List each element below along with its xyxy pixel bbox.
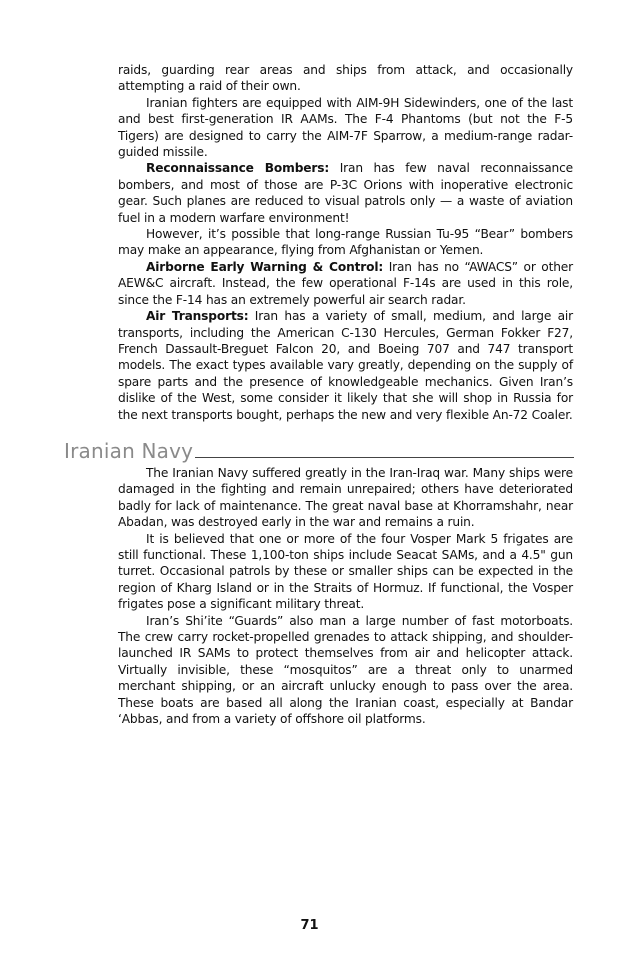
- air-transports-text: Iran has a variety of small, medium, and large air transports, including the American C-130 Hercules, German Fokker F27, French Dassault-Breguet Falcon 20, and Boeing 707 and 747 transport models. The exact types available vary greatly, depending on the supply of spare parts and the presence of knowledgeable mechanics. Given Iran’s dislike of the West, some consider it likely that she will shop in Russia for the next transports bought, perhaps the new and very flexible An-72 Coaler.: [118, 309, 573, 422]
- paragraph-guards-motorboats: Iran’s Shi’ite “Guards” also man a large number of fast motorboats. The crew carry rocket-propelled grenades to attack shipping, and shoulder-launched IR SAMs to protect themselves from air and helicopter attack. Virtually invisible, these “mosquitos” are a threat only to unarmed merchant shipping, or an aircraft unlucky enough to pass over the area. These boats are based all along the Iranian coast, especially at Bandar ‘Abbas, and from a variety of offshore oil platforms.: [118, 613, 573, 727]
- subheading-air-transports: Air Transports:: [146, 309, 249, 324]
- air-forces-section-continued: [118, 62, 573, 423]
- paragraph-recon-bombers: [118, 160, 573, 226]
- paragraph-navy-war-damage: The Iranian Navy suffered greatly in the Iran-Iraq war. Many ships were damaged in the fighting and remain unrepaired; others have deteriorated badly for lack of maintenance. The great naval base at Khorramshahr, near Abadan, was destroyed early in the war and remains a ruin.: [118, 466, 573, 530]
- iranian-navy-section: [118, 465, 573, 728]
- paragraph-aewc: [118, 259, 573, 308]
- page-number: 71: [300, 918, 319, 933]
- paragraph-bear-bombers: However, it’s possible that long-range Russian Tu-95 “Bear” bombers may make an appearance, flying from Afghanistan or Yemen.: [118, 227, 573, 258]
- paragraph-vosper-frigates: It is believed that one or more of the four Vosper Mark 5 frigates are still functional. These 1,100-ton ships include Seacat SAMs, and a 4.5" gun turret. Occasional patrols by these or smaller ships can be expected in the region of Kharg Island or in the Straits of Hormuz. If functional, the Vosper frigates pose a significant military threat.: [118, 531, 573, 612]
- section-title: Iranian Navy: [64, 439, 194, 463]
- paragraph-raids: raids, guarding rear areas and ships from attack, and occasionally attempting a raid of their own.: [118, 63, 573, 94]
- subheading-recon-bombers: Reconnaissance Bombers:: [146, 161, 330, 176]
- recon-bombers-text: Iran has few naval reconnaissance bombers, and most of those are P-3C Orions with inoperative electronic gear. Such planes are reduced to visual patrols only — a waste of aviation fuel in a modern warfare environment!: [118, 161, 574, 225]
- paragraph-air-transports: [118, 308, 573, 423]
- section-heading-iranian-navy: [64, 440, 574, 462]
- aewc-text: Iran has no “AWACS” or other AEW&C aircraft. Instead, the few operational F-14s are used in this role, since the F-14 has an extremely powerful air search radar.: [118, 259, 573, 307]
- subheading-aewc: Airborne Early Warning & Control:: [146, 259, 384, 274]
- paragraph-fighter-missiles: Iranian fighters are equipped with AIM-9H Sidewinders, one of the last and best first-generation IR AAMs. The F-4 Phantoms (but not the F-5 Tigers) are designed to carry the AIM-7F Sparrow, a medium-range radar-guided missile.: [118, 95, 573, 160]
- heading-rule: [195, 457, 574, 458]
